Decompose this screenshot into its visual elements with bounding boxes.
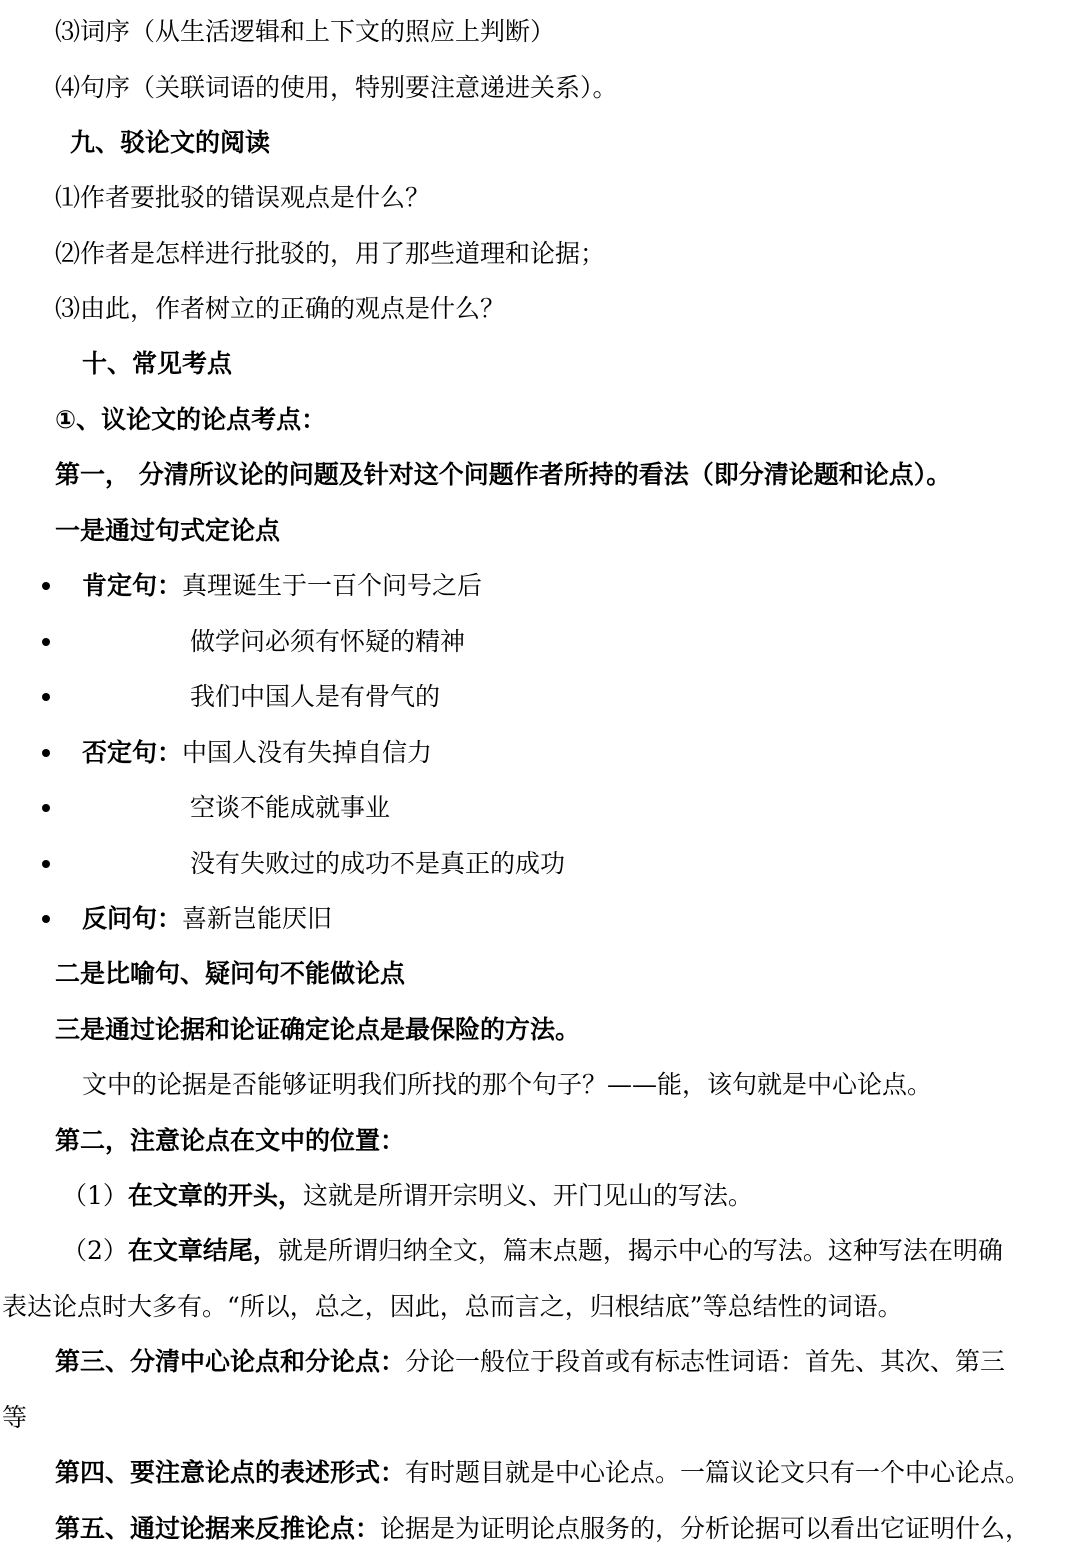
- method-two: 二是比喻句、疑问句不能做论点: [55, 959, 406, 988]
- point-text: 论据是为证明论点服务的，分析论据可以看出它证明什么，: [380, 1514, 1031, 1543]
- subheading-argument-points: ①、议论文的论点考点：: [55, 405, 327, 434]
- point-second: 第二，注意论点在文中的位置：: [55, 1126, 406, 1155]
- item-number: （2）: [62, 1236, 128, 1265]
- rebuttal-item-2: ⑵作者是怎样进行批驳的，用了那些道理和论据；: [55, 239, 606, 268]
- bullet-negative-example-2: 空谈不能成就事业: [190, 793, 391, 822]
- point-first: 第一， 分清所议论的问题及针对这个问题作者所持的看法（即分清论题和论点）。: [55, 460, 952, 489]
- point-heading: 第三、分清中心论点和分论点：: [55, 1347, 406, 1376]
- rebuttal-item-3: ⑶由此，作者树立的正确的观点是什么？: [55, 294, 506, 323]
- bullet-affirmative-example-2: 做学问必须有怀疑的精神: [190, 627, 466, 656]
- bullet-label: 肯定句：: [82, 571, 183, 600]
- point-third-continued: 等: [2, 1403, 28, 1432]
- item-text: 就是所谓归纳全文，篇末点题，揭示中心的写法。这种写法在明确: [277, 1236, 1003, 1265]
- item-emphasis: 在文章的开头，: [127, 1181, 303, 1210]
- point-fifth: [55, 1512, 1030, 1546]
- method-one: 一是通过句式定论点: [55, 516, 281, 545]
- bullet-label: 否定句：: [82, 738, 183, 767]
- item-number: （1）: [62, 1181, 128, 1210]
- point-third: [55, 1345, 1005, 1379]
- position-opening: [62, 1179, 753, 1213]
- position-ending: [62, 1234, 1003, 1268]
- section-heading-test-points: 十、常见考点: [82, 349, 233, 378]
- bullet-icon: [42, 860, 50, 868]
- bullet-icon: [42, 804, 50, 812]
- rebuttal-item-1: ⑴作者要批驳的错误观点是什么？: [55, 183, 431, 212]
- item-sentence-order: ⑷句序（关联词语的使用，特别要注意递进关系）。: [55, 73, 618, 102]
- bullet-affirmative-example-3: 我们中国人是有骨气的: [190, 682, 441, 711]
- item-emphasis: 在文章结尾，: [127, 1236, 278, 1265]
- point-heading: 第五、通过论据来反推论点：: [55, 1514, 381, 1543]
- bullet-negative: [82, 736, 432, 770]
- item-word-order: ⑶词序（从生活逻辑和上下文的照应上判断）: [55, 17, 556, 46]
- bullet-icon: [42, 915, 50, 923]
- point-text: 分论一般位于段首或有标志性词语：首先、其次、第三: [405, 1347, 1006, 1376]
- bullet-icon: [42, 749, 50, 757]
- bullet-label: 反问句：: [82, 904, 183, 933]
- point-heading: 第四、要注意论点的表述形式：: [55, 1458, 406, 1487]
- bullet-text: 喜新岂能厌旧: [182, 904, 333, 933]
- bullet-text: 真理诞生于一百个问号之后: [182, 571, 483, 600]
- bullet-icon: [42, 638, 50, 646]
- method-three-explanation: 文中的论据是否能够证明我们所找的那个句子？——能，该句就是中心论点。: [82, 1070, 933, 1099]
- bullet-negative-example-3: 没有失败过的成功不是真正的成功: [190, 849, 566, 878]
- item-text: 这就是所谓开宗明义、开门见山的写法。: [302, 1181, 753, 1210]
- bullet-icon: [42, 582, 50, 590]
- point-fourth: [55, 1456, 1030, 1490]
- method-three: 三是通过论据和论证确定论点是最保险的方法。: [55, 1015, 581, 1044]
- bullet-icon: [42, 693, 50, 701]
- point-text: 有时题目就是中心论点。一篇议论文只有一个中心论点。: [405, 1458, 1031, 1487]
- section-heading-rebuttal: 九、驳论文的阅读: [70, 128, 271, 157]
- position-ending-continued: 表达论点时大多有。“所以，总之，因此，总而言之，归根结底”等总结性的词语。: [2, 1292, 903, 1321]
- bullet-affirmative: [82, 569, 482, 603]
- bullet-rhetorical: [82, 902, 332, 936]
- bullet-text: 中国人没有失掉自信力: [182, 738, 433, 767]
